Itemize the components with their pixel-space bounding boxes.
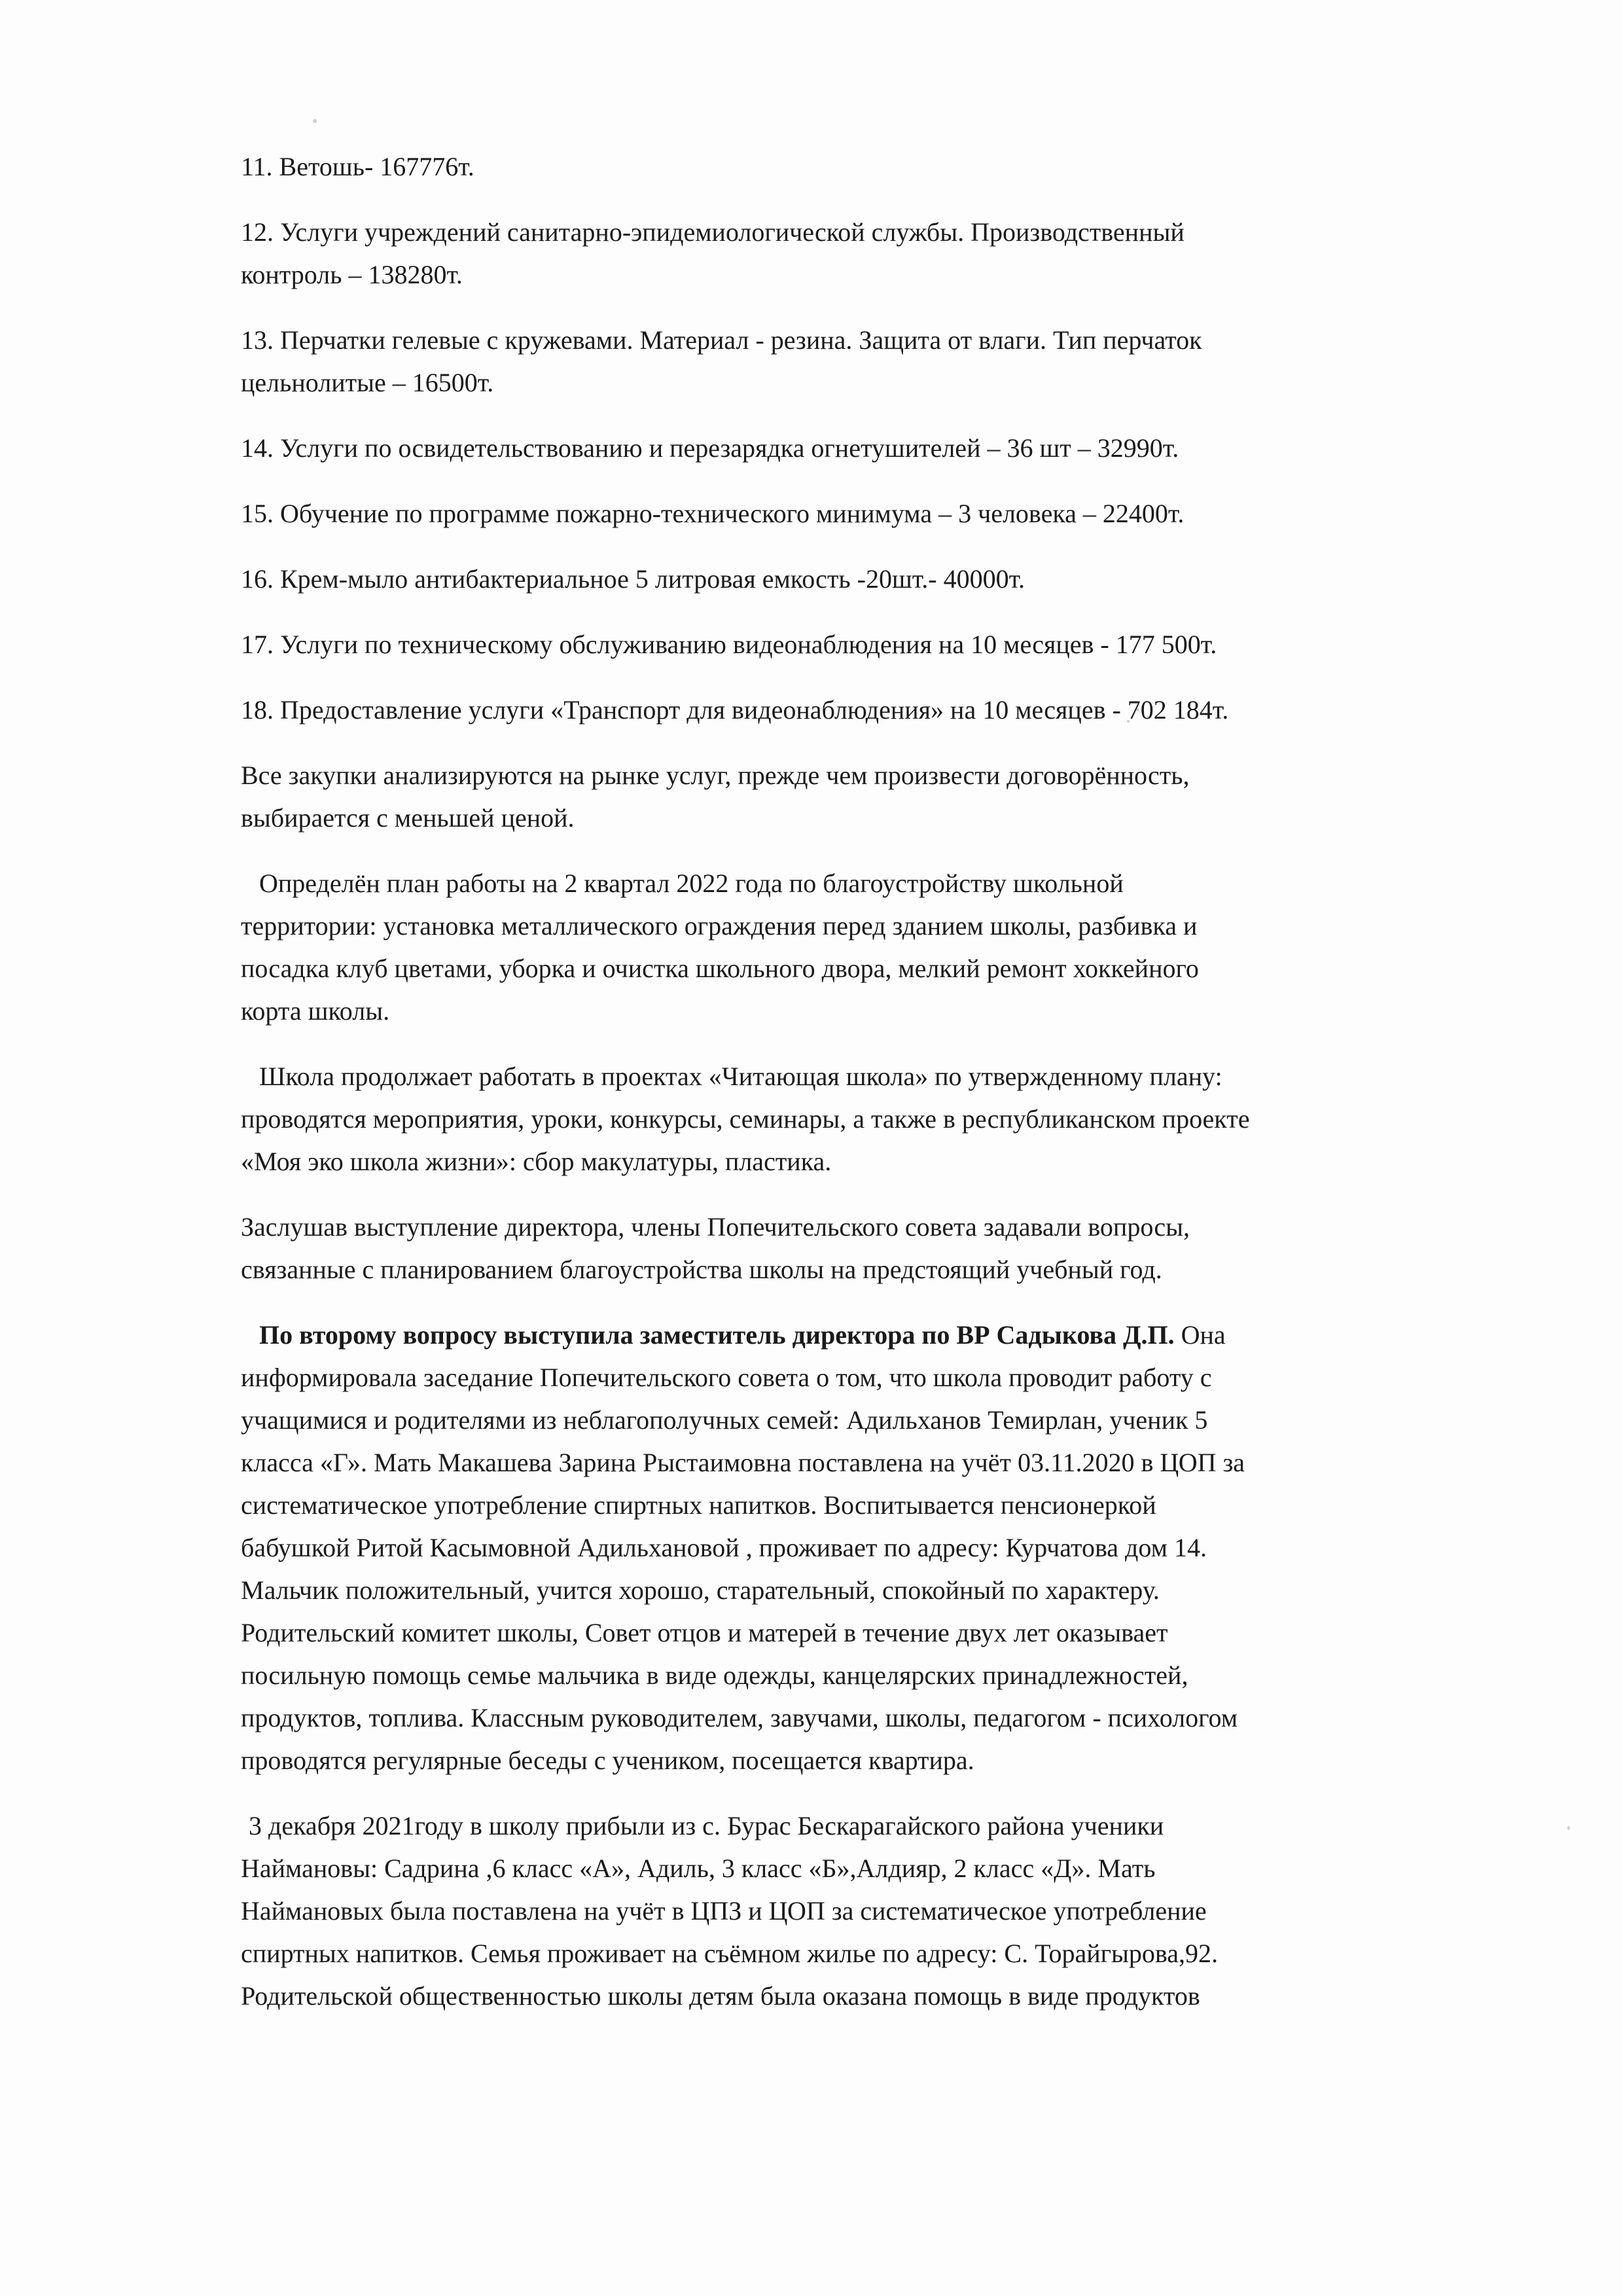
text-line: территории: установка металлического ограждения перед зданием школы, разбивка и [241,911,1198,941]
text-line: выбирается с меньшей ценой. [241,803,575,833]
list-item-15 [241,492,1537,535]
plan-paragraph [241,862,1537,1032]
text-line: информировала заседание Попечительского совета о том, что школа проводит работу с [241,1363,1212,1392]
text-line: «Моя эко школа жизни»: сбор макулатуры, пластика. [241,1147,832,1176]
text-line: Наймановы: Садрина ,6 класс «А», Адиль, 3 класс «Б»,Алдияр, 2 класс «Д». Мать [241,1854,1156,1883]
text-line: проводятся мероприятия, уроки, конкурсы, семинары, а также в республиканском проекте [241,1104,1250,1134]
text-fragment: Она [1174,1320,1226,1350]
list-item-14 [241,427,1537,469]
document-body [241,145,1537,2040]
text-line: 13. Перчатки гелевые с кружевами. Материал - резина. Защита от влаги. Тип перчаток [241,325,1202,355]
text-line: Заслушав выступление директора, члены Попечительского совета задавали вопросы, [241,1212,1190,1242]
questions-paragraph [241,1206,1537,1291]
text-line: Мальчик положительный, учится хорошо, старательный, спокойный по характеру. [241,1575,1160,1605]
text-line: Родительской общественностью школы детям была оказана помощь в виде продуктов [241,1981,1200,2011]
purchases-paragraph [241,754,1537,839]
text-line [241,1314,1537,1356]
text-line: проводятся регулярные беседы с учеником, посещается квартира. [241,1746,974,1775]
text-line: корта школы. [241,996,390,1026]
list-item-17 [241,623,1537,666]
text-line: 12. Услуги учреждений санитарно-эпидемиологической службы. Производственный [241,217,1185,247]
list-item-11 [241,145,1537,188]
text-line: цельнолитые – 16500т. [241,368,494,397]
december-paragraph [241,1804,1537,2017]
speaker-heading: По второму вопросу выступила заместитель директора по ВР Садыкова Д.П. [259,1320,1175,1350]
text-line: посильную помощь семье мальчика в виде одежды, канцелярских принадлежностей, [241,1660,1188,1690]
text-line: учащимися и родителями из неблагополучных семей: Адильханов Темирлан, ученик 5 [241,1405,1208,1435]
text-line: 18. Предоставление услуги «Транспорт для видеонаблюдения» на 10 месяцев - 702 184т. [241,695,1229,725]
text-line: продуктов, топлива. Классным руководителем, завучами, школы, педагогом - психологом [241,1703,1238,1732]
text-line: 11. Ветошь- 167776т. [241,152,474,181]
text-line: Все закупки анализируются на рынке услуг, прежде чем произвести договорённость, [241,761,1190,790]
text-line: класса «Г». Мать Макашева Зарина Рыстаимовна поставлена на учёт 03.11.2020 в ЦОП за [241,1448,1245,1477]
text-line: спиртных напитков. Семья проживает на съёмном жилье по адресу: С. Торайгырова,92. [241,1939,1219,1968]
scan-speck [1567,1826,1570,1830]
text-line: систематическое употребление спиртных напитков. Воспитывается пенсионеркой [241,1490,1156,1520]
text-line: связанные с планированием благоустройства школы на предстоящий учебный год. [241,1255,1162,1284]
text-line: контроль – 138280т. [241,260,463,289]
second-question-paragraph [241,1314,1537,1782]
text-line: Определён план работы на 2 квартал 2022 года по благоустройству школьной [259,869,1124,898]
text-line: 15. Обучение по программе пожарно-технического минимума – 3 человека – 22400т. [241,499,1185,528]
list-item-13 [241,319,1537,404]
projects-paragraph [241,1055,1537,1183]
text-line: 16. Крем-мыло антибактериальное 5 литровая емкость -20шт.- 40000т. [241,564,1026,594]
scan-speck [313,119,317,123]
text-line: Школа продолжает работать в проектах «Читающая школа» по утвержденному плану: [259,1062,1222,1091]
list-item-12 [241,211,1537,296]
text-line: 17. Услуги по техническому обслуживанию видеонаблюдения на 10 месяцев - 177 500т. [241,630,1217,659]
text-line: 14. Услуги по освидетельствованию и перезарядка огнетушителей – 36 шт – 32990т. [241,433,1179,463]
list-item-16 [241,558,1537,600]
text-line: 3 декабря 2021году в школу прибыли из с. Бурас Бескарагайского района ученики [249,1811,1164,1840]
text-line: Наймановых была поставлена на учёт в ЦПЗ и ЦОП за систематическое употребление [241,1896,1207,1926]
list-item-18 [241,689,1537,731]
text-line: Родительский комитет школы, Совет отцов и матерей в течение двух лет оказывает [241,1618,1168,1647]
text-line: бабушкой Ритой Касымовной Адильхановой , проживает по адресу: Курчатова дом 14. [241,1533,1207,1562]
text-line: посадка клуб цветами, уборка и очистка школьного двора, мелкий ремонт хоккейного [241,954,1199,983]
